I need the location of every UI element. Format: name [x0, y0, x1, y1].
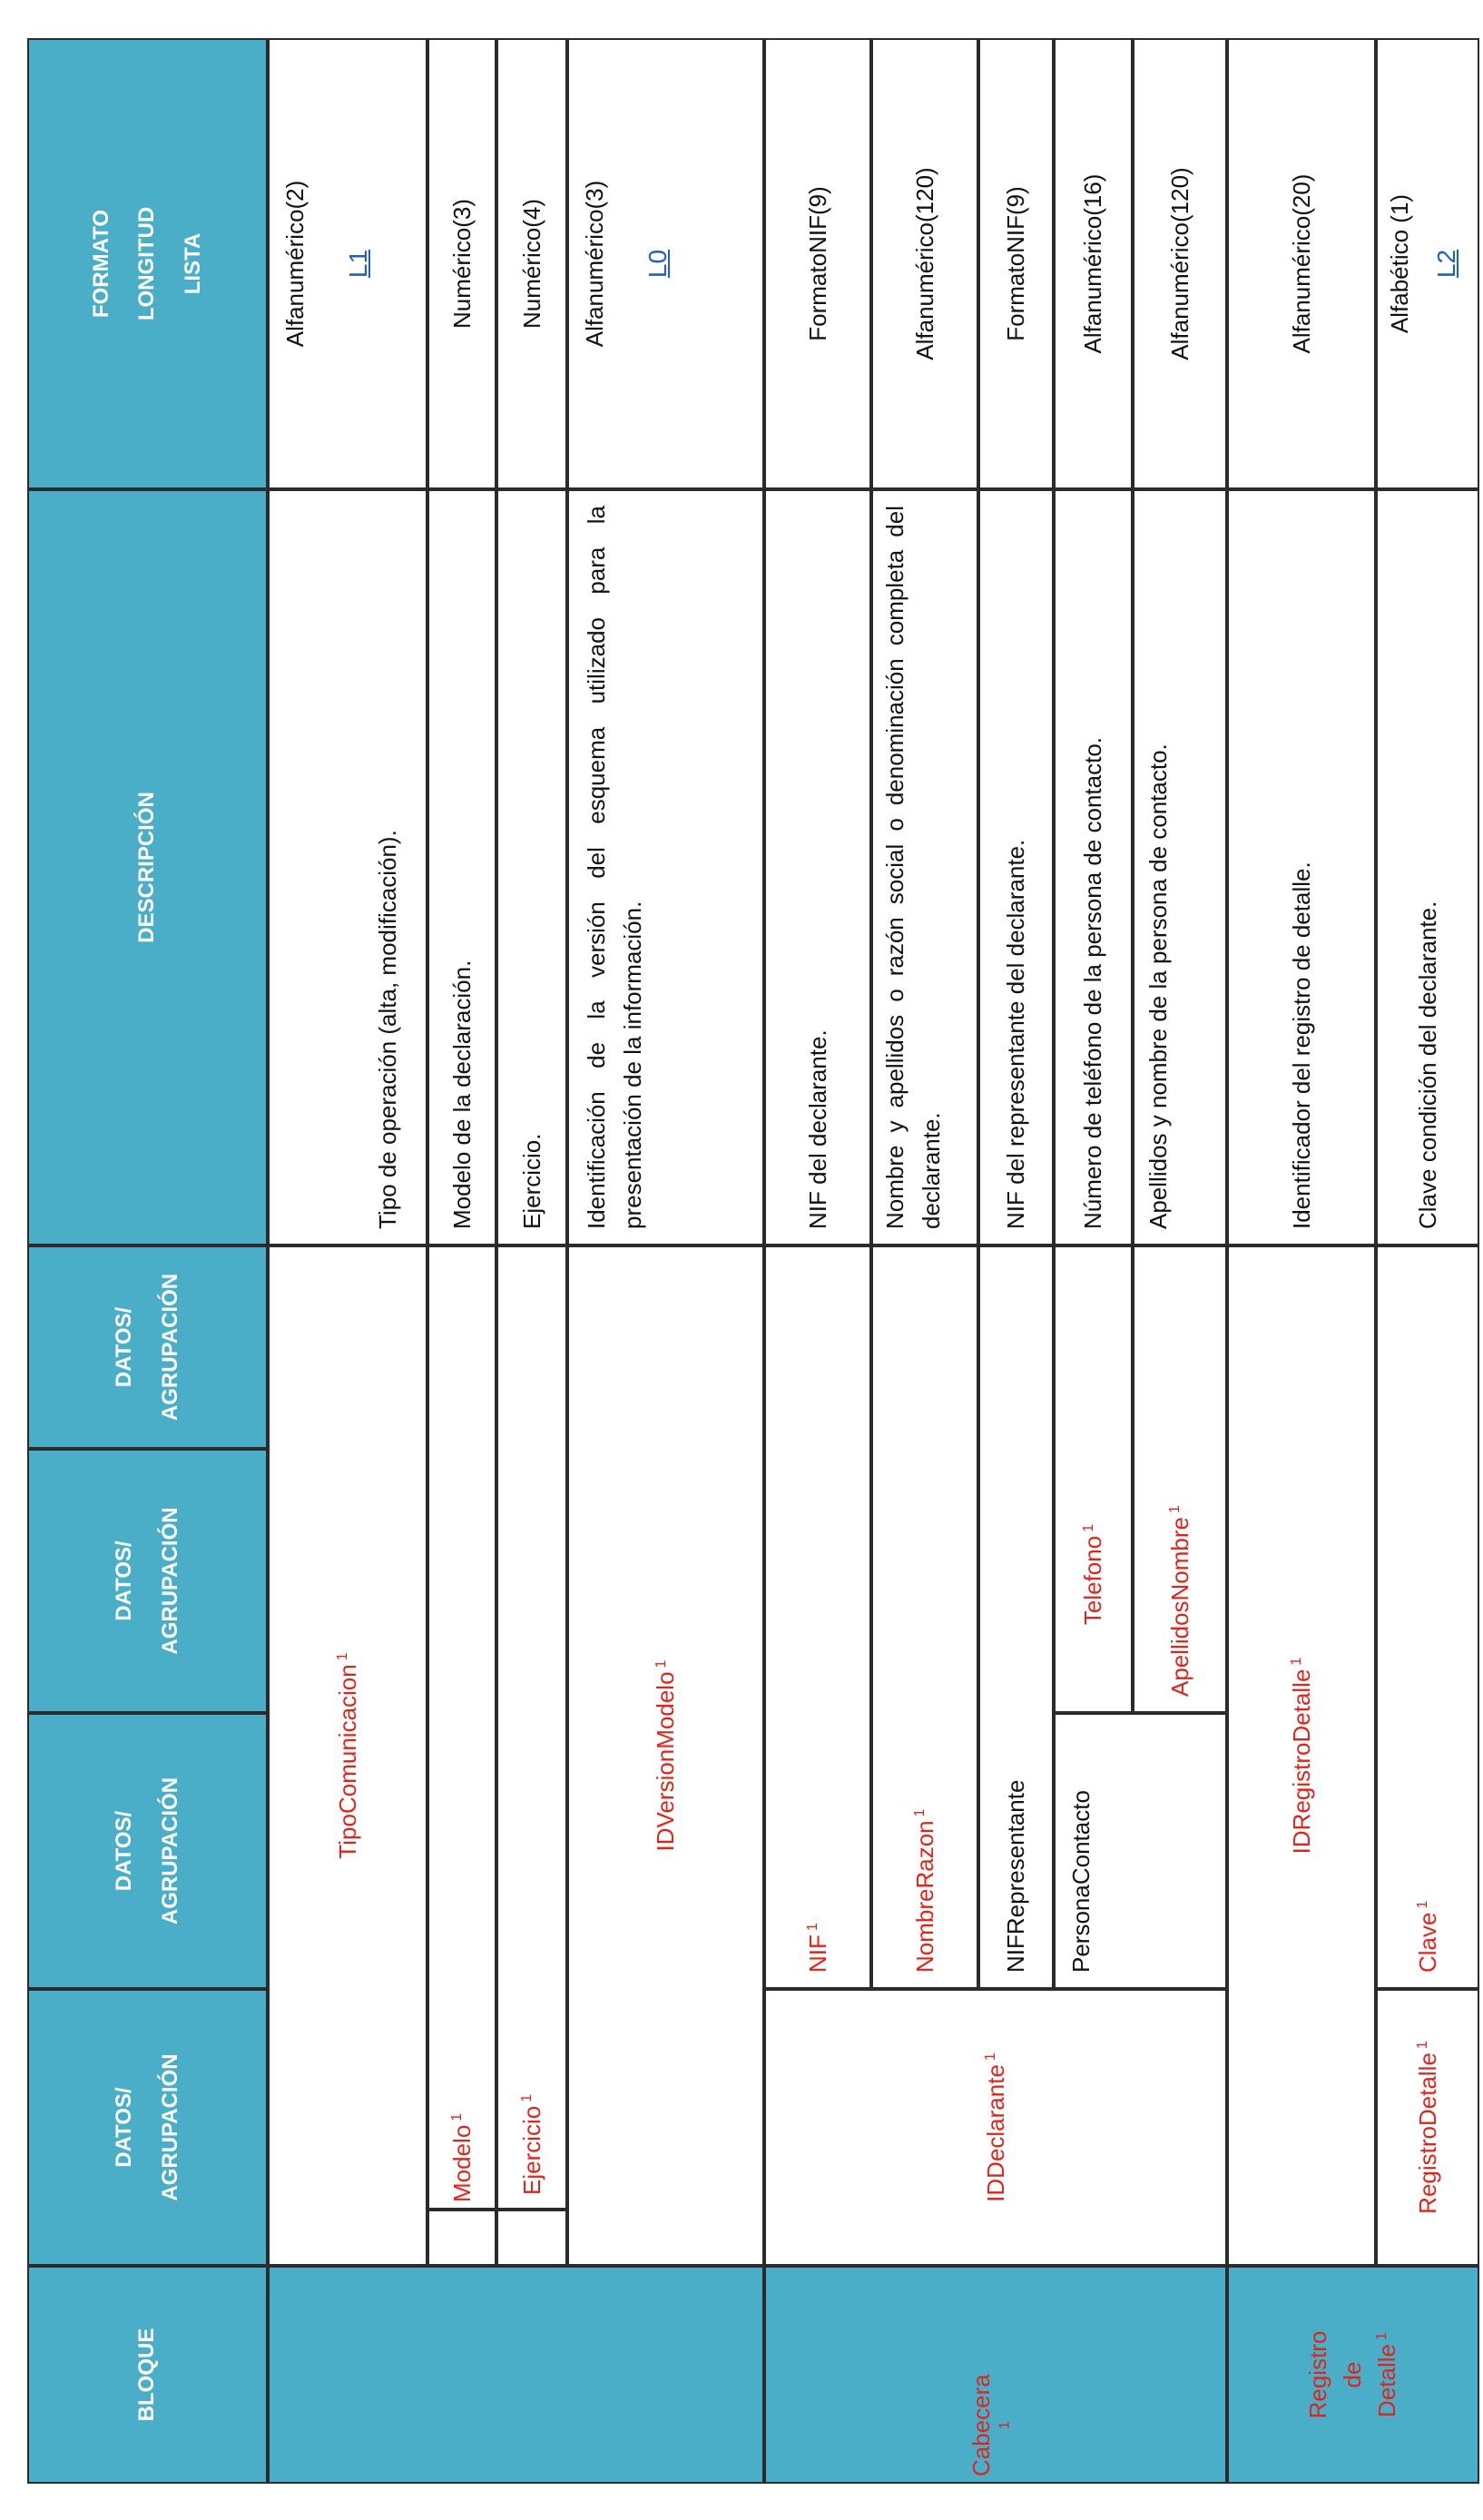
field-name: Clave — [1413, 1912, 1441, 1973]
bloque-cabecera-label: Cabecera — [967, 2374, 995, 2476]
desc-nif-representante: NIF del representante del declarante. — [978, 489, 1054, 1245]
field-name: TipoComunicacion — [333, 1664, 361, 1859]
field-id-declarante — [764, 1989, 1227, 2266]
rotated-table-page — [27, 38, 1479, 2484]
field-name: Modelo — [447, 2124, 476, 2202]
format-id-version-modelo: Alfanumérico(3) L0 — [567, 38, 764, 489]
header-datos-agrupacion-3: DATOS/ AGRUPACIÓN — [27, 1449, 268, 1713]
bloque-registro-note: 1 — [1374, 2332, 1390, 2340]
note-marker: 1 — [449, 2112, 466, 2121]
desc-telefono: Número de teléfono de la persona de contacto. — [1054, 489, 1133, 1245]
list-link-l1[interactable]: L1 — [344, 249, 373, 279]
field-registro-detalle — [1376, 1989, 1479, 2266]
header-bloque: BLOQUE — [27, 2266, 268, 2484]
desc-tipo-comunicacion: Tipo de operación (alta, modificación). — [268, 489, 427, 1245]
field-name: RegistroDetalle — [1413, 2052, 1441, 2214]
header-datos-agrupacion-1: DATOS/ AGRUPACIÓN — [27, 1989, 268, 2266]
format-tipo-comunicacion: Alfanumérico(2) L1 — [268, 38, 427, 489]
format-telefono: Alfanumérico(16) — [1054, 38, 1133, 489]
format-nif-representante: FormatoNIF(9) — [978, 38, 1054, 489]
format-apellidos-nombre: Alfanumérico(120) — [1133, 38, 1227, 489]
note-marker: 1 — [519, 2093, 535, 2102]
spacer-modelo — [427, 2210, 496, 2266]
bloque-cabecera-note: 1 — [997, 2421, 1013, 2430]
field-nombre-razon — [871, 1245, 978, 1989]
bloque-registro-label-2: de — [1339, 2361, 1367, 2388]
note-marker: 1 — [805, 1923, 821, 1932]
bloque-cell-empty — [268, 2266, 764, 2484]
field-nif-representante: NIFRepresentante — [978, 1245, 1054, 1989]
format-clave: Alfabético (1) L2 — [1376, 38, 1479, 489]
header-descripcion: DESCRIPCIÓN — [27, 489, 268, 1245]
header-formato-longitud-lista: FORMATO LONGITUD LISTA — [27, 38, 268, 489]
format-nif: FormatoNIF(9) — [764, 38, 871, 489]
field-clave — [1376, 1245, 1479, 1989]
desc-apellidos-nombre: Apellidos y nombre de la persona de contacto. — [1133, 489, 1227, 1245]
format-nombre-razon: Alfanumérico(120) — [871, 38, 978, 489]
desc-modelo: Modelo de la declaración. — [427, 489, 496, 1245]
field-persona-contacto: PersonaContacto — [1054, 1713, 1227, 1989]
desc-id-registro-detalle: Identificador del registro de detalle. — [1227, 489, 1376, 1245]
note-marker: 1 — [912, 1808, 928, 1817]
desc-nombre-razon: Nombre y apellidos o razón social o denominación completa del declarante. — [871, 489, 978, 1245]
note-marker: 1 — [1289, 1657, 1305, 1666]
field-name: NIF — [803, 1934, 831, 1973]
field-name: ApellidosNombre — [1165, 1517, 1193, 1697]
format-ejercicio: Numérico(4) — [496, 38, 567, 489]
note-marker: 1 — [653, 1659, 669, 1669]
note-marker: 1 — [1167, 1505, 1183, 1514]
field-telefono — [1054, 1245, 1133, 1713]
field-ejercicio — [496, 1245, 567, 2210]
list-link-l0[interactable]: L0 — [643, 249, 673, 279]
header-datos-agrupacion-2: DATOS/ AGRUPACIÓN — [27, 1713, 268, 1989]
field-name: IDVersionModelo — [652, 1671, 680, 1852]
note-marker: 1 — [1080, 1523, 1096, 1532]
field-id-registro-detalle — [1227, 1245, 1376, 2266]
bloque-registro-detalle — [1227, 2266, 1479, 2484]
field-name: IDRegistroDetalle — [1287, 1669, 1315, 1855]
format-modelo: Numérico(3) — [427, 38, 496, 489]
note-marker: 1 — [983, 2052, 999, 2062]
bloque-registro-label-3: Detalle — [1372, 2344, 1400, 2417]
bloque-cabecera — [764, 2266, 1227, 2484]
format-id-registro-detalle: Alfanumérico(20) — [1227, 38, 1376, 489]
field-tipo-comunicacion — [268, 1245, 427, 2266]
bloque-registro-label-1: Registro — [1304, 2330, 1332, 2419]
field-nif — [764, 1245, 871, 1989]
note-marker: 1 — [335, 1652, 351, 1661]
field-name: Telefono — [1079, 1535, 1107, 1626]
field-name: IDDeclarante — [981, 2064, 1009, 2202]
desc-id-version-modelo: Identificación de la versión del esquema utilizado para la presentación de la información. — [567, 489, 764, 1245]
list-link-l2[interactable]: L2 — [1432, 249, 1461, 279]
desc-ejercicio: Ejercicio. — [496, 489, 567, 1245]
field-modelo — [427, 1245, 496, 2210]
header-datos-agrupacion-4: DATOS/ AGRUPACIÓN — [27, 1245, 268, 1449]
spacer-ejercicio — [496, 2210, 567, 2266]
note-marker: 1 — [1415, 2041, 1431, 2050]
field-name: Ejercicio — [517, 2105, 545, 2195]
field-id-version-modelo — [567, 1245, 764, 2266]
desc-nif: NIF del declarante. — [764, 489, 871, 1245]
desc-clave: Clave condición del declarante. — [1376, 489, 1479, 1245]
field-apellidos-nombre — [1133, 1245, 1227, 1713]
field-name: NombreRazon — [910, 1820, 938, 1973]
note-marker: 1 — [1415, 1900, 1431, 1909]
